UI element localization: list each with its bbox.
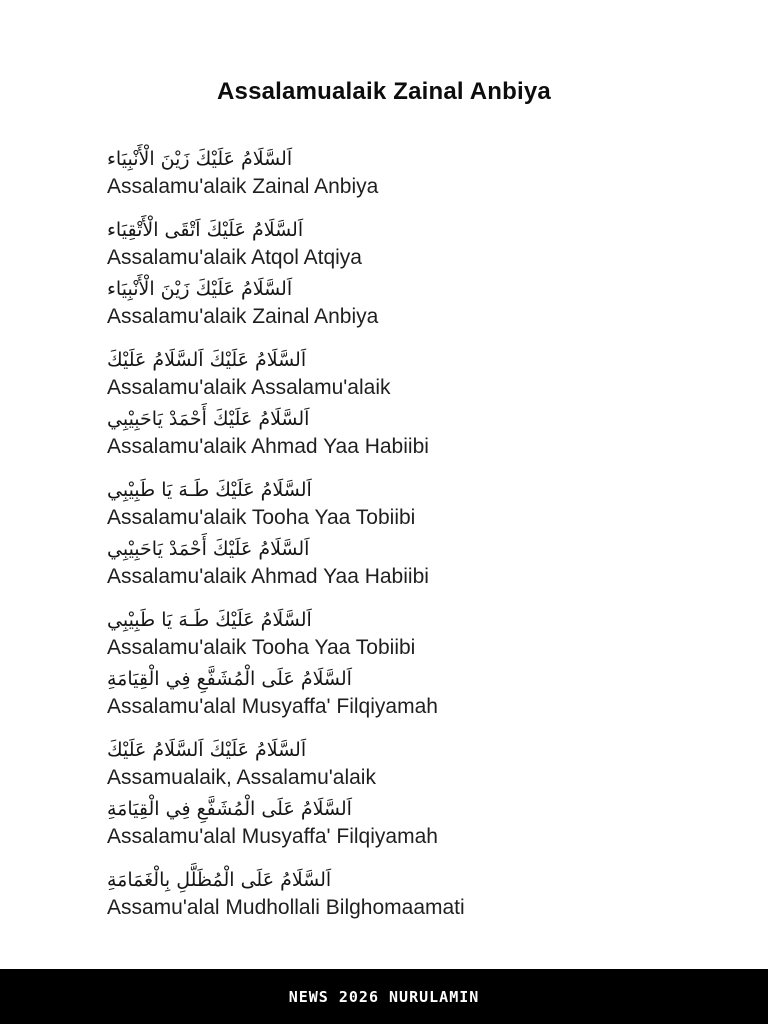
lyric-verse — [107, 217, 728, 272]
lyric-verse — [107, 867, 728, 922]
lyric-verse — [107, 796, 728, 851]
lyric-stanza — [107, 477, 728, 591]
lyric-stanza — [107, 867, 728, 922]
latin-line: Assalamu'alaik Ahmad Yaa Habiibi — [107, 565, 429, 588]
footer-bar — [0, 969, 768, 1024]
arabic-line: اَلسَّلَامُ عَلَيْكَ أَحْمَدْ يَاحَبِيْبِي — [107, 538, 310, 560]
latin-line: Assalamu'alal Musyaffa' Filqiyamah — [107, 695, 438, 718]
arabic-line: اَلسَّلَامُ عَلَى الْمُشَفَّعِ فِي الْقِيَامَةِ — [107, 798, 352, 820]
latin-line: Assamu'alal Mudhollali Bilghomaamati — [107, 896, 465, 919]
arabic-line: اَلسَّلَامُ عَلَيْكَ زَيْنَ الْأَنْبِيَاء — [107, 148, 293, 170]
arabic-line: اَلسَّلَامُ عَلَيْكَ اَلسَّلَامُ عَلَيْكَ — [107, 739, 307, 761]
footer-watermark: NEWS 2026 NURULAMIN — [288, 987, 480, 1006]
latin-line: Assalamu'alaik Zainal Anbiya — [107, 305, 379, 328]
lyric-verse — [107, 607, 728, 662]
arabic-line: اَلسَّلَامُ عَلَيْكَ اَلسَّلَامُ عَلَيْكَ — [107, 349, 307, 371]
page-title: Assalamualaik Zainal Anbiya — [217, 78, 551, 105]
latin-line: Assalamu'alaik Zainal Anbiya — [107, 175, 379, 198]
latin-line: Assamualaik, Assalamu'alaik — [107, 766, 376, 789]
latin-line: Assalamu'alaik Atqol Atqiya — [107, 246, 362, 269]
lyrics-content — [107, 146, 728, 922]
lyric-verse — [107, 536, 728, 591]
arabic-line: اَلسَّلَامُ عَلَيْكَ طَـهَ يَا طَبِيْبِي — [107, 609, 312, 631]
latin-line: Assalamu'alaik Tooha Yaa Tobiibi — [107, 506, 416, 529]
latin-line: Assalamu'alaik Assalamu'alaik — [107, 376, 391, 399]
latin-line: Assalamu'alaik Ahmad Yaa Habiibi — [107, 435, 429, 458]
arabic-line: اَلسَّلَامُ عَلَيْكَ طَـهَ يَا طَبِيْبِي — [107, 479, 312, 501]
latin-line: Assalamu'alal Musyaffa' Filqiyamah — [107, 825, 438, 848]
arabic-line: اَلسَّلَامُ عَلَى الْمُظَلَّلِ بِالْغَمَامَةِ — [107, 869, 332, 891]
lyric-verse — [107, 666, 728, 721]
lyric-verse — [107, 146, 728, 201]
lyric-verse — [107, 276, 728, 331]
lyric-verse — [107, 347, 728, 402]
arabic-line: اَلسَّلَامُ عَلَى الْمُشَفَّعِ فِي الْقِيَامَةِ — [107, 668, 352, 690]
lyric-stanza — [107, 217, 728, 331]
lyric-stanza — [107, 146, 728, 201]
lyric-stanza — [107, 347, 728, 461]
latin-line: Assalamu'alaik Tooha Yaa Tobiibi — [107, 636, 416, 659]
lyric-stanza — [107, 737, 728, 851]
arabic-line: اَلسَّلَامُ عَلَيْكَ اَتْقَى الْأَتْقِيَاء — [107, 219, 304, 241]
lyric-verse — [107, 737, 728, 792]
lyric-verse — [107, 406, 728, 461]
arabic-line: اَلسَّلَامُ عَلَيْكَ زَيْنَ الْأَنْبِيَاء — [107, 278, 293, 300]
lyric-stanza — [107, 607, 728, 721]
arabic-line: اَلسَّلَامُ عَلَيْكَ أَحْمَدْ يَاحَبِيْبِي — [107, 408, 310, 430]
lyric-verse — [107, 477, 728, 532]
